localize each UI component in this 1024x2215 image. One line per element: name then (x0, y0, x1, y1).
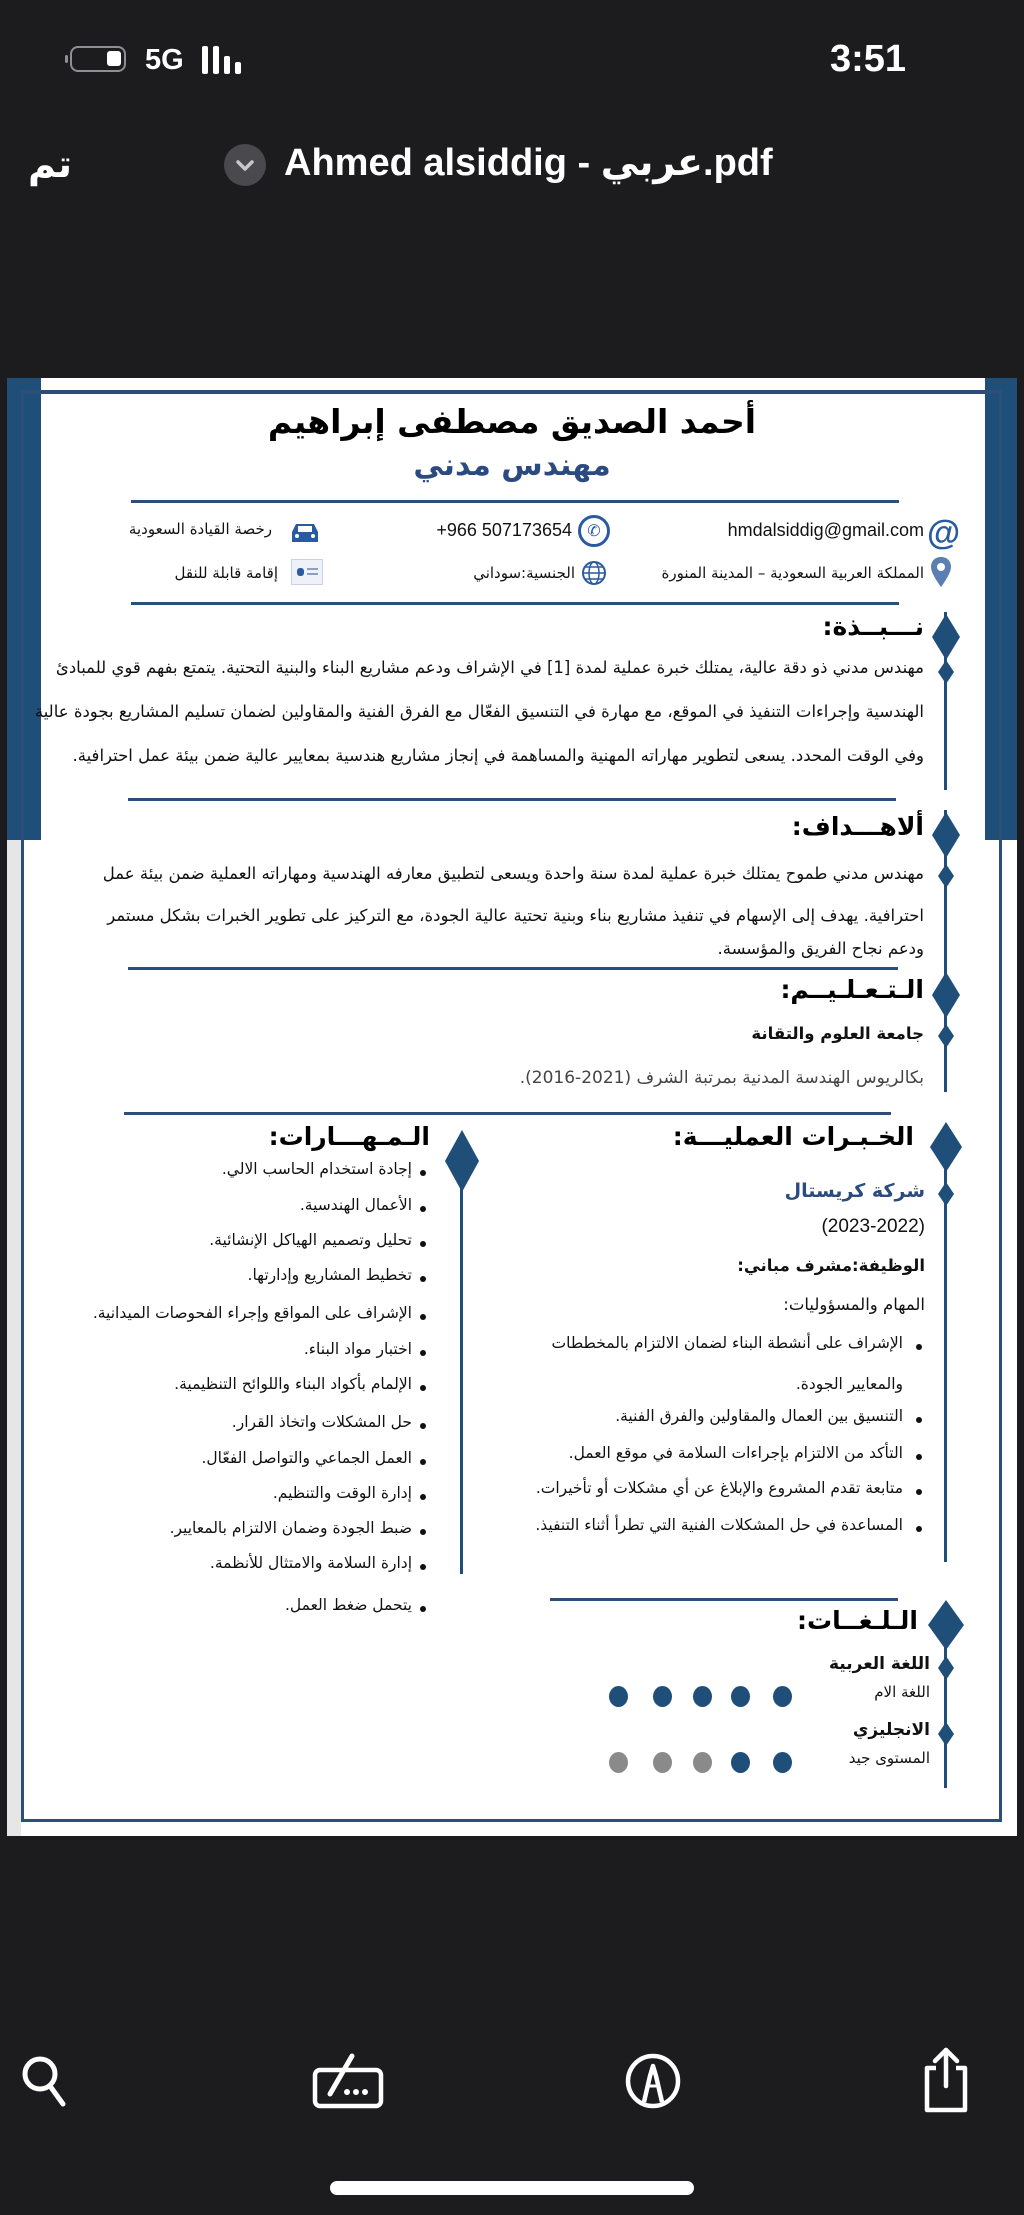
language-name: الانجليزي (852, 1720, 930, 1740)
language-level: المستوى جيد (848, 1749, 930, 1767)
rating-dot-empty (653, 1752, 672, 1773)
bullet-icon (916, 1344, 922, 1350)
signature-button[interactable] (312, 2050, 384, 2114)
skill-item: تخطيط المشاريع وإدارتها. (247, 1266, 412, 1284)
rating-dot-filled (773, 1752, 792, 1773)
bullet-icon (916, 1526, 922, 1532)
id-card-icon (291, 559, 323, 585)
bullet-icon (420, 1606, 426, 1612)
skill-item: الأعمال الهندسية. (299, 1196, 412, 1214)
bullet-icon (916, 1454, 922, 1460)
bullet-icon (420, 1529, 426, 1535)
markup-button[interactable] (624, 2052, 682, 2114)
duty-item: متابعة تقدم المشروع والإبلاغ عن أي مشكلات أو تأخيرات. (535, 1479, 903, 1497)
skill-item: يتحمل ضغط العمل. (284, 1596, 412, 1614)
battery-icon (70, 46, 126, 72)
search-icon (18, 2052, 70, 2108)
done-button[interactable]: تم (28, 142, 73, 186)
skill-item: إدارة السلامة والامتثال للأنظمة. (209, 1554, 412, 1572)
signature-icon (312, 2050, 384, 2110)
clock: 3:51 (830, 38, 907, 80)
home-indicator[interactable] (330, 2181, 694, 2195)
car-icon (290, 521, 320, 543)
residence-text: إقامة قابلة للنقل (174, 564, 278, 582)
bullet-icon (420, 1206, 426, 1212)
divider (124, 1112, 891, 1115)
skill-item: الإلمام بأكواد البناء واللوائح التنظيمية. (174, 1375, 412, 1393)
skill-item: اختبار مواد البناء. (303, 1340, 412, 1358)
bullet-icon (420, 1314, 426, 1320)
signal-icon (202, 46, 252, 74)
skill-item: العمل الجماعي والتواصل الفعّال. (201, 1449, 412, 1467)
bullet-icon (420, 1459, 426, 1465)
summary-line: وفي الوقت المحدد. يسعى لتطوير مهاراته المهنية والمساهمة في إنجاز مشاريع هندسية بمعايير عالية ضمن بيئة عمل احترافية. (72, 746, 924, 765)
share-icon (920, 2046, 972, 2114)
bullet-icon (420, 1170, 426, 1176)
language-name: اللغة العربية (829, 1654, 930, 1674)
rating-dot-filled (653, 1686, 672, 1707)
experience-period: (2023-2022) (821, 1216, 925, 1237)
license-text: رخصة القيادة السعودية (128, 520, 272, 538)
languages-heading: الـلـغــات: (797, 1606, 918, 1635)
rating-dot-empty (693, 1752, 712, 1773)
skill-item: ضبط الجودة وضمان الالتزام بالمعايير. (169, 1519, 412, 1537)
bullet-icon (420, 1423, 426, 1429)
duty-item: التأكد من الالتزام بإجراءات السلامة في موقع العمل. (568, 1444, 903, 1462)
divider (131, 602, 899, 605)
duty-item: والمعايير الجودة. (795, 1375, 903, 1393)
rating-dot-filled (609, 1686, 628, 1707)
location-icon (930, 556, 952, 592)
skill-item: إدارة الوقت والتنظيم. (272, 1484, 412, 1502)
rating-dot-filled (731, 1686, 750, 1707)
bullet-icon (420, 1494, 426, 1500)
bullet-icon (916, 1417, 922, 1423)
resume-job-title: مهندس مدني (413, 448, 611, 483)
search-button[interactable] (18, 2052, 70, 2112)
email-text: hmdalsiddig@gmail.com (727, 520, 924, 540)
resume-name: أحمد الصديق مصطفى إبراهيم (267, 402, 757, 441)
share-button[interactable] (920, 2046, 972, 2118)
objectives-line: مهندس مدني طموح يمتلك خبرة عملية لمدة سنة واحدة ويسعى لتطبيق معارفه الهندسية ومهاراته العملية ضمن بيئة عمل (102, 864, 924, 883)
skill-item: حل المشكلات واتخاذ القرار. (231, 1413, 412, 1431)
document-title[interactable]: Ahmed alsiddig - عربي.pdf (284, 142, 773, 184)
phone-icon: ✆ (578, 515, 610, 547)
rating-dot-filled (773, 1686, 792, 1707)
chevron-down-icon (224, 144, 266, 186)
rating-dot-filled (693, 1686, 712, 1707)
bullet-icon (916, 1489, 922, 1495)
network-label: 5G (145, 44, 184, 76)
experience-heading: الخـبـرات العمليـــة: (672, 1122, 914, 1151)
objectives-line: ودعم نجاح الفريق والمؤسسة. (717, 939, 924, 958)
degree-text: بكالريوس الهندسة المدنية بمرتبة الشرف (2021-2016). (519, 1068, 924, 1088)
bullet-icon (420, 1385, 426, 1391)
duty-item: الإشراف على أنشطة البناء لضمان الالتزام بالمخططات (551, 1334, 903, 1352)
language-level: اللغة الام (874, 1683, 930, 1701)
skill-item: تحليل وتصميم الهياكل الإنشائية. (209, 1231, 412, 1249)
duties-heading: المهام والمسؤوليات: (783, 1295, 925, 1314)
objectives-line: احترافية. يهدف إلى الإسهام في تنفيذ مشاريع بناء وبنية تحتية عالية الجودة، مع التركيز على تطوير الخبرات بشكل مستمر (107, 906, 924, 925)
markup-icon (624, 2052, 682, 2110)
title-menu-button[interactable] (224, 144, 266, 186)
divider (550, 1598, 898, 1601)
duty-item: المساعدة في حل المشكلات الفنية التي تطرأ أثناء التنفيذ. (535, 1516, 903, 1534)
globe-icon (581, 560, 607, 590)
education-heading: الـتـعـلـيــم: (780, 975, 924, 1004)
bullet-icon (420, 1350, 426, 1356)
rating-dot-filled (731, 1752, 750, 1773)
summary-line: مهندس مدني ذو دقة عالية، يمتلك خبرة عملية لمدة [1] في الإشراف ودعم مشاريع البناء والبنية التحتية. يتمتع بفهم قوي للمبادئ (55, 658, 924, 677)
duty-item: التنسيق بين العمال والمقاولين والفرق الفنية. (615, 1407, 903, 1425)
job-title: الوظيفة:مشرف مباني: (737, 1256, 925, 1275)
company-name: شركة كريستال (784, 1180, 925, 1202)
email-icon: @ (927, 514, 961, 552)
nationality-text: الجنسية:سوداني (473, 564, 575, 582)
skill-item: الإشراف على المواقع وإجراء الفحوصات الميدانية. (92, 1304, 412, 1322)
summary-line: الهندسية وإجراءات التنفيذ في الموقع، مع مهارة في التنسيق الفعّال مع الفرق الفنية والمقاولين لضمان تسليم المشاريع بجودة عالية (34, 702, 924, 721)
objectives-heading: ألاهـــداف: (791, 812, 924, 841)
rating-dot-empty (609, 1752, 628, 1773)
bullet-icon (420, 1241, 426, 1247)
page-gray-margin (7, 840, 21, 1836)
timeline (460, 1140, 463, 1574)
location-text: المملكة العربية السعودية – المدينة المنورة (661, 564, 924, 582)
bullet-icon (420, 1564, 426, 1570)
bullet-icon (420, 1276, 426, 1282)
summary-heading: نـــبــذة: (822, 612, 924, 641)
skills-heading: الـمـهـــارات: (268, 1122, 430, 1151)
divider (128, 967, 898, 970)
divider (128, 798, 896, 801)
university-name: جامعة العلوم والتقانة (751, 1024, 924, 1043)
skill-item: إجادة استخدام الحاسب الالي. (221, 1160, 412, 1178)
divider (131, 500, 899, 503)
phone-text: +966 507173654 (436, 520, 572, 540)
